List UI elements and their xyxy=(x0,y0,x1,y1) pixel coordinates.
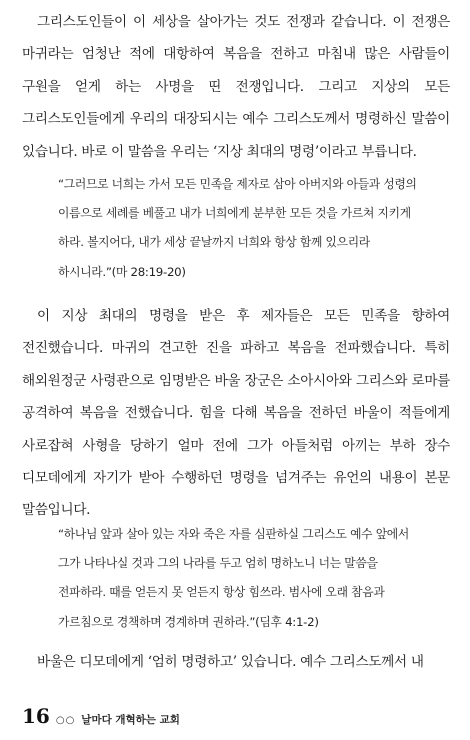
body-paragraph-3: 바울은 디모데에게 ‘엄히 명령하고’ 있습니다. 예수 그리스도께서 내 xyxy=(37,654,424,670)
footer-separator: ○○ xyxy=(55,715,76,726)
body-paragraph-1: 그리스도인들이 이 세상을 살아가는 것도 전쟁과 같습니다. 이 전쟁은 마귀라는 엄청난 적에 대항하여 복음을 전하고 마침내 많은 사람들이 구원을 얻게 하는 사명을 띤 전쟁입니다. 그리고 지상의 모든 그리스도인들에게 우리의 대장되시는 예수 그리스도께서 명령하신 말씀이 있습니다. 바로 이 말씀을 우리는 ‘지상 최대의 명령’이라고 부릅니다. xyxy=(22,14,450,160)
page-footer xyxy=(22,704,180,730)
page-number: 16 xyxy=(22,704,50,728)
body-paragraph-2: 이 지상 최대의 명령을 받은 후 제자들은 모든 민족을 향하여 전진했습니다. 마귀의 견고한 진을 파하고 복음을 전파했습니다. 특히 해외원정군 사령관으로 임명받은 바울 장군은 소아시아와 그리스와 로마를 공격하여 복음을 전했습니다. 힘을 다해 복음을 전하던 바울이 적들에게 사로잡혀 사형을 당하기 얼마 전에 그가 아들처럼 아끼는 부하 장수 디모데에게 자기가 받아 수행하던 명령을 넘겨주는 유언의 내용이 본문 말씀입니다. xyxy=(22,308,450,519)
scripture-quote-matthew: “그러므로 너희는 가서 모든 민족을 제자로 삼아 아버지와 아들과 성령의 이름으로 세례를 베풀고 내가 너희에게 분부한 모든 것을 가르쳐 지키게 하라. 볼지어다, 내가 세상 끝날까지 너희와 항상 함께 있으리라 하시니라.”(마 28:19-20) xyxy=(58,177,417,279)
running-book-title: 날마다 개혁하는 교회 xyxy=(81,714,180,726)
scripture-quote-timothy: “하나님 앞과 살아 있는 자와 죽은 자를 심판하실 그리스도 예수 앞에서 그가 나타나실 것과 그의 나라를 두고 엄히 명하노니 너는 말씀을 전파하라. 때를 얻든지 못 얻든지 항상 힘쓰라. 범사에 오래 참음과 가르침으로 경책하며 경계하며 권하라.”(딤후 4:1-2) xyxy=(58,527,409,629)
